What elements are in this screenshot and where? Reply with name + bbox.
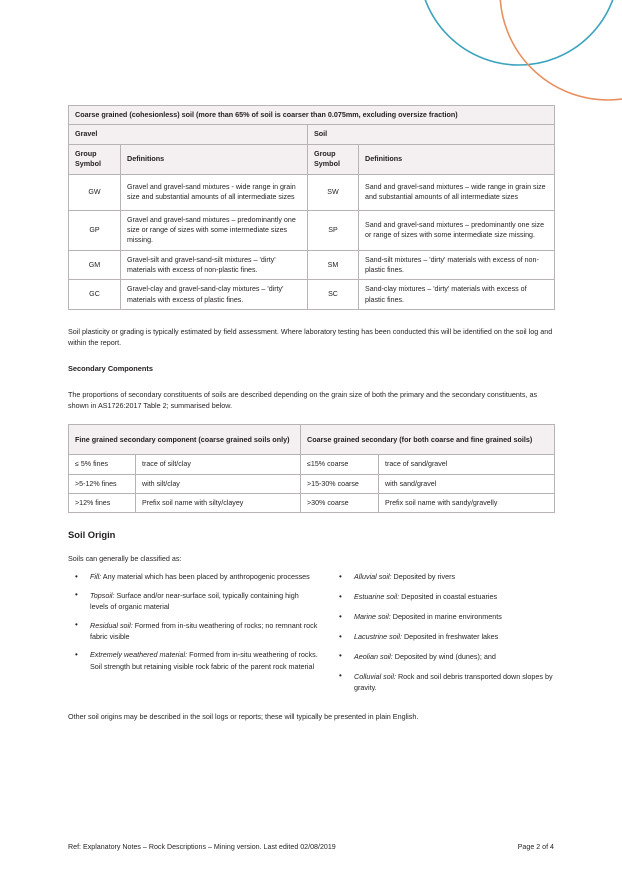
fine-description: with silt/clay (136, 474, 301, 493)
term-text: Deposited in freshwater lakes (401, 632, 499, 642)
definition: Sand-clay mixtures – 'dirty' materials with excess of plastic fines. (359, 280, 555, 310)
coarse-range: >30% coarse (301, 494, 379, 513)
footer-reference: Ref: Explanatory Notes – Rock Descriptions – Mining version. Last edited 02/08/2019 (68, 843, 336, 851)
table-row (69, 250, 555, 280)
fine-range: >5-12% fines (69, 474, 136, 493)
group-symbol: GC (69, 280, 121, 310)
soil-origin-right-column (318, 571, 554, 702)
group-symbol: GW (69, 174, 121, 210)
table1-group-gravel: Gravel (69, 125, 308, 144)
list-item (68, 620, 318, 643)
term-text: Formed from in-situ weathering of rocks; no remnant rock fabric visible (90, 620, 318, 641)
fine-description: trace of silt/clay (136, 455, 301, 474)
term: Extremely weathered material: (90, 650, 188, 660)
group-symbol: SW (308, 174, 359, 210)
table2-header-coarse-grained: Coarse grained secondary (for both coarse and fine grained soils) (301, 425, 555, 455)
fine-range: ≤ 5% fines (69, 455, 136, 474)
table-row (69, 144, 555, 174)
coarse-range: >15-30% coarse (301, 474, 379, 493)
term: Aeolian soil: (354, 651, 393, 661)
definition: Sand and gravel-sand mixtures – wide range in grain size and substantial amounts of all intermediate sizes (359, 174, 555, 210)
term: Fill: (90, 572, 102, 582)
list-item (68, 590, 318, 613)
table1-col-header-group-symbol-left: Group Symbol (69, 144, 121, 174)
table-row (69, 280, 555, 310)
table1-col-header-group-symbol-right: Group Symbol (308, 144, 359, 174)
soil-origin-closing: Other soil origins may be described in the soil logs or reports; these will typically be presented in plain English. (68, 712, 419, 722)
soil-origin-left-list (68, 571, 318, 672)
coarse-description: with sand/gravel (379, 474, 555, 493)
definition: Sand-silt mixtures – 'dirty' materials with excess of non-plastic fines. (359, 250, 555, 280)
term-text: Deposited by wind (dunes); and (392, 651, 496, 661)
term: Residual soil: (90, 620, 133, 630)
secondary-constituents-paragraph: The proportions of secondary constituents of soils are described depending on the grain size of both the primary and the secondary constituents, as shown in AS1726:2017 Table 2; summarised below. (68, 390, 538, 411)
table-row (69, 106, 555, 125)
table-row (69, 474, 555, 493)
list-item (332, 591, 554, 602)
term-text: Surface and/or near-surface soil, typically containing high levels of organic material (90, 590, 299, 612)
table-row (69, 425, 555, 455)
secondary-components-heading: Secondary Components (68, 364, 154, 374)
table-row (69, 174, 555, 210)
footer-page-number: Page 2 of 4 (517, 843, 554, 851)
table-row (69, 494, 555, 513)
term-text: Deposited by rivers (391, 572, 456, 582)
soil-plasticity-paragraph: Soil plasticity or grading is typically estimated by field assessment. Where laboratory testing has been conducted this will be identified on the soil log and within the report. (68, 326, 553, 347)
term-text: Deposited in marine environments (390, 612, 502, 622)
definition: Gravel and gravel-sand mixtures - wide range in grain size and substantial amounts of all intermediate sizes (121, 174, 308, 210)
table-row (69, 210, 555, 250)
table-row (69, 455, 555, 474)
definition: Gravel-silt and gravel-sand-silt mixtures – 'dirty' materials with excess of non-plastic fines. (121, 250, 308, 280)
soil-origin-right-list (332, 571, 554, 693)
term-text: Rock and soil debris transported down slopes by gravity. (354, 671, 553, 693)
soil-origin-heading: Soil Origin (68, 529, 116, 541)
group-symbol: SM (308, 250, 359, 280)
list-item (332, 611, 554, 622)
page-footer (68, 843, 554, 851)
list-item (68, 571, 318, 582)
table-row (69, 125, 555, 144)
group-symbol: GP (69, 210, 121, 250)
soil-origin-columns (68, 571, 554, 702)
group-symbol: SP (308, 210, 359, 250)
list-item (332, 671, 554, 694)
coarse-range: ≤15% coarse (301, 455, 379, 474)
table1-group-soil: Soil (308, 125, 555, 144)
table1-col-header-definitions-right: Definitions (359, 144, 555, 174)
group-symbol: GM (69, 250, 121, 280)
coarse-description: Prefix soil name with sandy/gravelly (379, 494, 555, 513)
term: Alluvial soil: (354, 572, 392, 582)
term-text: Any material which has been placed by anthropogenic processes (101, 572, 310, 582)
term: Colluvial soil: (354, 671, 396, 681)
definition: Gravel and gravel-sand mixtures – predominantly one size or range of sizes with some intermediate sizes missing. (121, 210, 308, 250)
term-text: Formed from in-situ weathering of rocks. Soil strength but retaining visible rock fabric of the parent rock material (90, 650, 318, 671)
group-symbol: SC (308, 280, 359, 310)
term: Estuarine soil: (354, 592, 400, 602)
coarse-grained-soil-table (68, 105, 555, 310)
list-item (332, 651, 554, 662)
definition: Sand and gravel-sand mixtures – predominantly one size or range of sizes with some intermediate size missing. (359, 210, 555, 250)
list-item (68, 649, 318, 672)
term: Lacustrine soil: (354, 632, 402, 642)
fine-description: Prefix soil name with silty/clayey (136, 494, 301, 513)
list-item (332, 571, 554, 582)
table1-col-header-definitions-left: Definitions (121, 144, 308, 174)
term: Topsoil: (90, 590, 115, 600)
list-item (332, 631, 554, 642)
definition: Gravel-clay and gravel-sand-clay mixtures – 'dirty' materials with excess of plastic fines. (121, 280, 308, 310)
secondary-components-table (68, 424, 555, 513)
term: Marine soil: (354, 612, 391, 622)
table2-header-fine-grained: Fine grained secondary component (coarse grained soils only) (69, 425, 301, 455)
soil-origin-left-column (68, 571, 318, 702)
term-text: Deposited in coastal estuaries (399, 592, 498, 602)
coarse-description: trace of sand/gravel (379, 455, 555, 474)
soil-origin-intro: Soils can generally be classified as: (68, 554, 182, 564)
fine-range: >12% fines (69, 494, 136, 513)
table1-title: Coarse grained (cohesionless) soil (more than 65% of soil is coarser than 0.075mm, excluding oversize fraction) (69, 106, 555, 125)
